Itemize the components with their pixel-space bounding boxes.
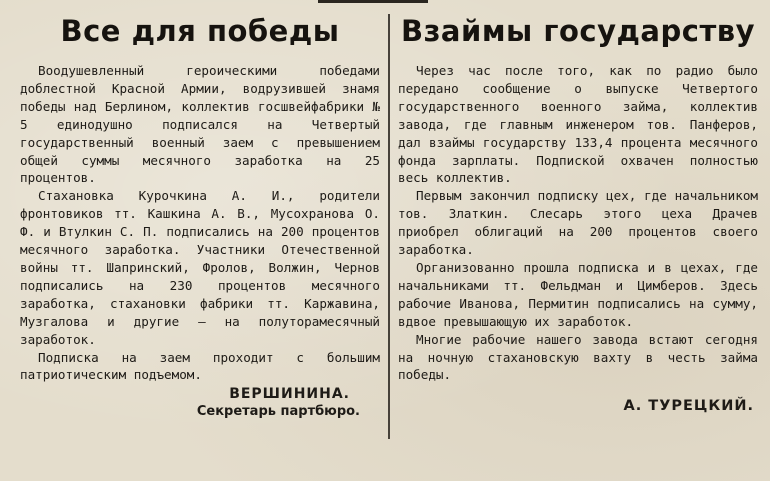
left-article xyxy=(20,0,380,419)
left-article-body xyxy=(20,62,380,384)
left-paragraph-3: Подписка на заем проходит с большим патриотическим подъемом. xyxy=(20,349,380,383)
right-article-body xyxy=(398,62,758,384)
left-paragraph-1: Воодушевленный героическими победами доблестной Красной Армии, водрузившей знамя победы над Берлином, коллектив госшвейфабрики № 5 единодушно подписался на Четвертый государственный военный заем с превышением общей суммы месячного заработка на 25 процентов. xyxy=(20,63,380,186)
right-paragraph-4: Многие рабочие нашего завода встают сегодня на ночную стахановскую вахту в честь займа победы. xyxy=(398,331,758,383)
right-paragraph-2: Первым закончил подписку цех, где начальником тов. Златкин. Слесарь этого цеха Драчев приобрел облигаций на 200 процентов своего заработка. xyxy=(398,188,758,258)
column-divider xyxy=(388,14,390,439)
right-signature-name: А. ТУРЕЦКИЙ. xyxy=(623,398,754,415)
right-paragraph-3: Организованно прошла подписка и в цехах, где начальниками тт. Фельдман и Цимберов. Здесь рабочие Иванова, Пермитин подписались на сумму, вдвое превышающую их заработок. xyxy=(398,259,758,329)
left-paragraph-2: Стахановка Курочкина А. И., родители фронтовиков тт. Кашкина А. В., Мусохранова О. Ф. и Втулкин С. П. подписались на 200 процентов месячного заработка. Участники Отечественной войны тт. Шапринский, Фролов, Волжин, Чернов подписались на 230 процентов месячного заработка, стахановки фабрики тт. Каржавина, Музгалова и другие — на полуторамесячный заработок. xyxy=(20,188,380,347)
left-signature-name: ВЕРШИНИНА. xyxy=(229,386,350,403)
right-headline: Взаймы государству xyxy=(400,14,756,48)
right-article xyxy=(398,0,758,414)
left-headline: Все для победы xyxy=(60,14,340,48)
left-signature-role: Секретарь партбюро. xyxy=(196,404,360,420)
right-paragraph-1: Через час после того, как по радио было передано сообщение о выпуске Четвертого государственного военного займа, коллектив завода, где главным инженером тов. Панферов, дал взаймы государству 133,4 процента месячного фонда зарплаты. Подпиской охвачен полностью весь коллектив. xyxy=(398,63,758,186)
